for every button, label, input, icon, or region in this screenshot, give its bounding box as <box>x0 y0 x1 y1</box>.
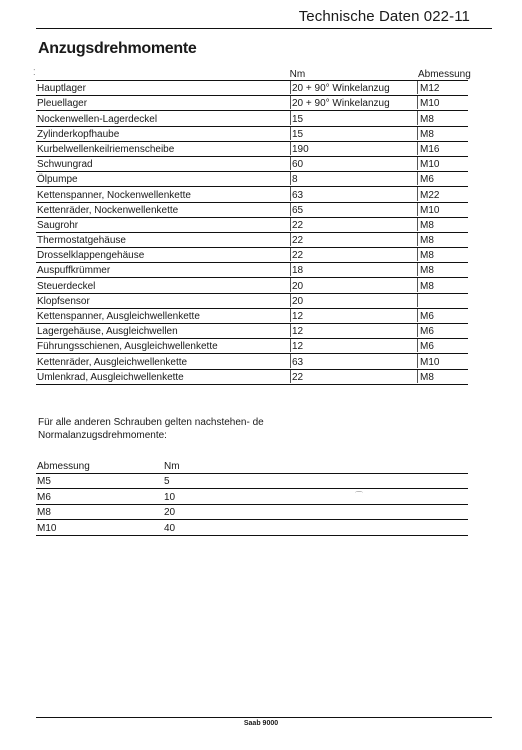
table-row <box>36 233 468 248</box>
cell-part: Auspuffkrümmer <box>37 265 111 277</box>
cell-size: M8 <box>417 233 467 246</box>
column-header-size: Abmessung <box>418 69 471 80</box>
cell-part: Hauptlager <box>37 83 86 95</box>
table-row <box>36 127 468 142</box>
cell-part: Schwungrad <box>37 159 93 171</box>
cell-part: Lagergehäuse, Ausgleichwellen <box>37 326 178 338</box>
cell-part: Zylinderkopfhaube <box>37 128 120 140</box>
cell-nm: 22 <box>290 248 417 261</box>
cell-size: M8 <box>417 111 467 124</box>
table-row <box>36 489 468 505</box>
cell-part: Kettenspanner, Ausgleichwellenkette <box>37 311 200 322</box>
cell-nm: 12 <box>290 324 417 337</box>
cell-size: M12 <box>417 81 467 94</box>
cell-nm: 15 <box>290 111 417 124</box>
table-row <box>36 294 468 309</box>
table-row <box>36 370 468 385</box>
column-header-size: Abmessung <box>37 460 90 472</box>
table-row <box>36 81 468 96</box>
table-row <box>36 505 468 521</box>
page-header-title: Technische Daten 022-11 <box>298 8 470 25</box>
table-row <box>36 474 468 490</box>
scan-mark: ⌒ <box>355 491 363 500</box>
column-header-nm: Nm <box>289 69 306 80</box>
scan-mark: ⁚ <box>33 68 36 77</box>
cell-nm: 5 <box>164 476 170 487</box>
cell-part: Ölpumpe <box>37 174 78 186</box>
cell-part: Drosselklappengehäuse <box>37 250 145 262</box>
cell-part: Thermostatgehäuse <box>37 235 126 247</box>
column-header-nm: Nm <box>164 460 180 472</box>
cell-size: M10 <box>37 522 57 534</box>
cell-size: M10 <box>417 157 467 170</box>
cell-nm: 15 <box>290 127 417 140</box>
cell-part: Steuerdeckel <box>37 280 96 292</box>
cell-size: M6 <box>417 172 467 185</box>
cell-nm: 20 <box>290 278 417 291</box>
standard-torque-table <box>36 458 468 536</box>
torque-table-header <box>36 66 471 81</box>
cell-size: M6 <box>417 324 467 337</box>
cell-size: M10 <box>417 96 467 109</box>
cell-nm: 65 <box>290 203 417 216</box>
cell-size: M8 <box>417 370 467 383</box>
cell-nm: 63 <box>290 354 417 367</box>
cell-nm: 12 <box>290 339 417 352</box>
cell-size: M8 <box>37 507 51 518</box>
footer-rule <box>36 717 492 718</box>
table-row <box>36 172 468 187</box>
cell-size: M8 <box>417 127 467 140</box>
torque-table <box>36 66 471 385</box>
table-row <box>36 203 468 218</box>
cell-part: Kurbelwellenkeilriemenscheibe <box>37 143 175 155</box>
cell-part: Saugrohr <box>37 219 79 231</box>
cell-nm: 60 <box>290 157 417 170</box>
cell-size <box>417 294 467 307</box>
cell-part: Klopfsensor <box>37 295 90 307</box>
cell-nm: 20 + 90° Winkelanzug <box>290 96 417 109</box>
cell-part: Kettenspanner, Nockenwellenkette <box>37 189 191 201</box>
table-row <box>36 324 468 339</box>
cell-nm: 8 <box>290 172 417 185</box>
cell-part: Pleuellager <box>37 98 88 110</box>
cell-nm: 20 <box>164 507 176 518</box>
cell-size: M22 <box>417 187 467 200</box>
cell-nm: 40 <box>164 522 176 534</box>
cell-size: M10 <box>417 203 467 216</box>
cell-part: Kettenräder, Nockenwellenkette <box>37 204 179 216</box>
cell-size: M6 <box>417 339 467 352</box>
table-row <box>36 339 468 354</box>
cell-nm: 10 <box>164 491 176 503</box>
cell-size: M8 <box>417 263 467 276</box>
page-title: Anzugsdrehmomente <box>38 40 197 57</box>
table-row <box>36 278 468 293</box>
cell-nm: 20 + 90° Winkelanzug <box>290 81 417 94</box>
cell-nm: 22 <box>290 218 417 231</box>
cell-size: M5 <box>37 476 51 487</box>
cell-part: Umlenkrad, Ausgleichwellenkette <box>37 371 184 383</box>
table-row <box>36 111 468 126</box>
cell-size: M8 <box>417 248 467 261</box>
table-row <box>36 142 468 157</box>
footer-text: Saab 9000 <box>243 720 279 727</box>
cell-size: M16 <box>417 142 467 155</box>
cell-size: M10 <box>417 354 467 367</box>
table-row <box>36 248 468 263</box>
cell-nm: 18 <box>290 263 417 276</box>
cell-size: M8 <box>417 278 467 291</box>
cell-nm: 22 <box>290 233 417 246</box>
table-row <box>36 187 468 202</box>
table-row <box>36 354 468 369</box>
cell-part: Kettenräder, Ausgleichwellenkette <box>37 356 188 368</box>
header-rule <box>36 28 492 29</box>
standard-table-header <box>36 458 468 474</box>
cell-nm: 20 <box>290 294 417 307</box>
note-text: Für alle anderen Schrauben gelten nachstehen- de Normalanzugsdrehmomente: <box>38 417 264 441</box>
cell-nm: 63 <box>290 187 417 200</box>
cell-size: M6 <box>417 309 467 322</box>
cell-part: Nockenwellen-Lagerdeckel <box>37 113 158 125</box>
table-row <box>36 96 468 111</box>
table-row <box>36 309 468 324</box>
cell-size: M6 <box>37 491 51 503</box>
cell-nm: 190 <box>290 142 417 155</box>
table-row <box>36 218 468 233</box>
table-row <box>36 157 468 172</box>
cell-size: M8 <box>417 218 467 231</box>
table-row <box>36 263 468 278</box>
cell-part: Führungsschienen, Ausgleichwellenkette <box>37 341 218 353</box>
cell-nm: 12 <box>290 309 417 322</box>
table-row <box>36 520 468 536</box>
cell-nm: 22 <box>290 370 417 383</box>
